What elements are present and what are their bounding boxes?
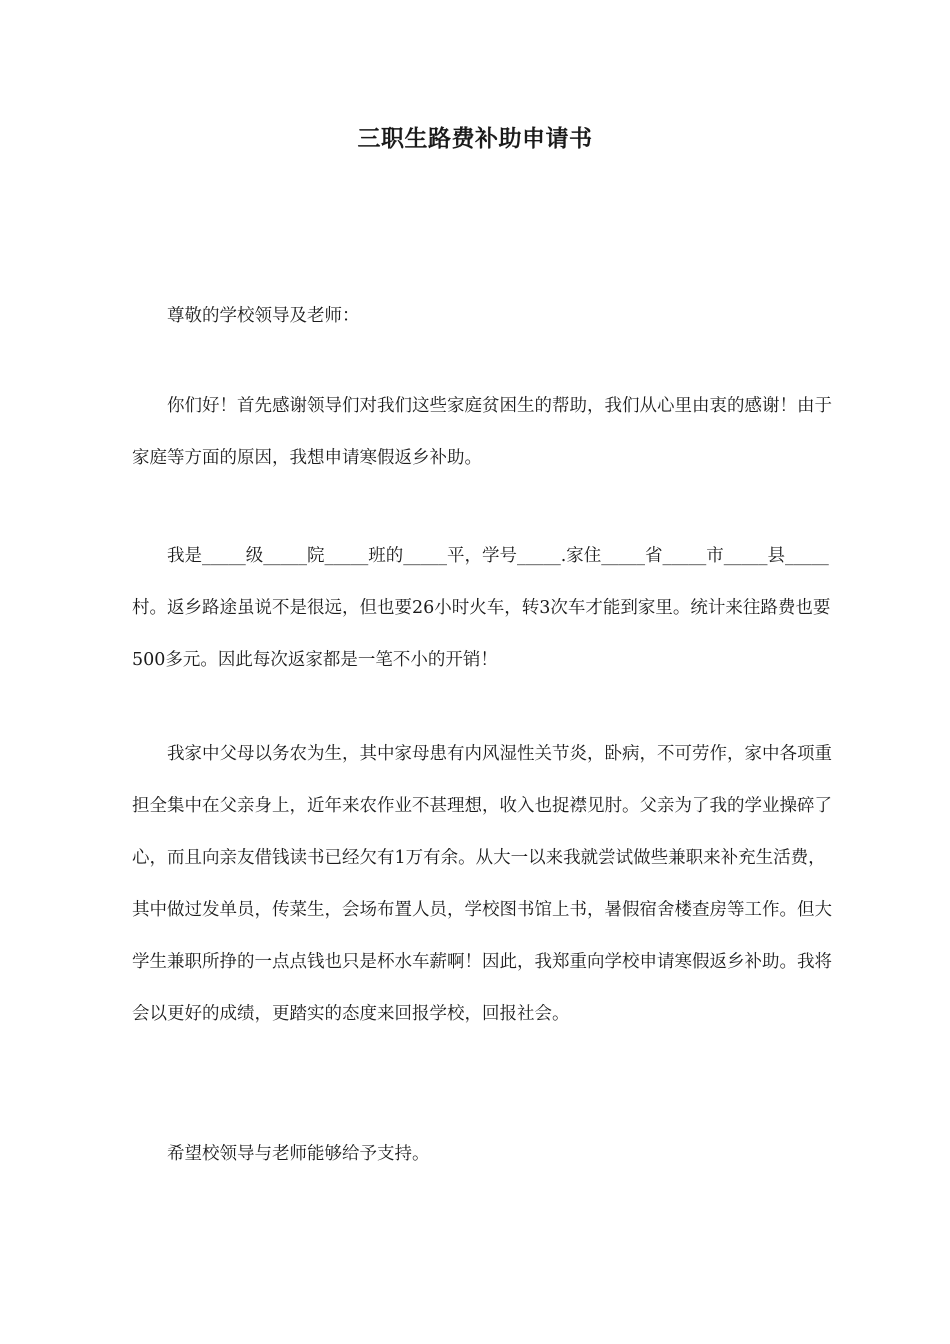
document-title: 三职生路费补助申请书 bbox=[357, 126, 593, 152]
paragraph-family-situation: 我家中父母以务农为生，其中家母患有内风湿性关节炎，卧病，不可劳作，家中各项重担全集中在父亲身上，近年来农作业不甚理想，收入也捉襟见肘。父亲为了我的学业操碎了心，而且向亲友借钱读书已经欠有1万有余。从大一以来我就尝试做些兼职来补充生活费，其中做过发单员，传菜生，会场布置人员，学校图书馆上书，暑假宿舍楼查房等工作。但大学生兼职所挣的一点点钱也只是杯水车薪啊！因此，我郑重向学校申请寒假返乡补助。我将会以更好的成绩，更踏实的态度来回报学校，回报社会。 bbox=[132, 744, 832, 1024]
salutation: 尊敬的学校领导及老师： bbox=[167, 306, 360, 326]
paragraph-greeting: 你们好！首先感谢领导们对我们这些家庭贫困生的帮助，我们从心里由衷的感谢！由于家庭等方面的原因，我想申请寒假返乡补助。 bbox=[132, 396, 832, 468]
paragraph-closing: 希望校领导与老师能够给予支持。 bbox=[167, 1144, 430, 1164]
paragraph-personal-info: 我是_____级_____院_____班的_____平，学号_____.家住_____省_____市_____县_____村。返乡路途虽说不是很远，但也要26小时火车，转3次车才能到家里。统计来往路费也要500多元。因此每次返家都是一笔不小的开销！ bbox=[132, 546, 831, 670]
